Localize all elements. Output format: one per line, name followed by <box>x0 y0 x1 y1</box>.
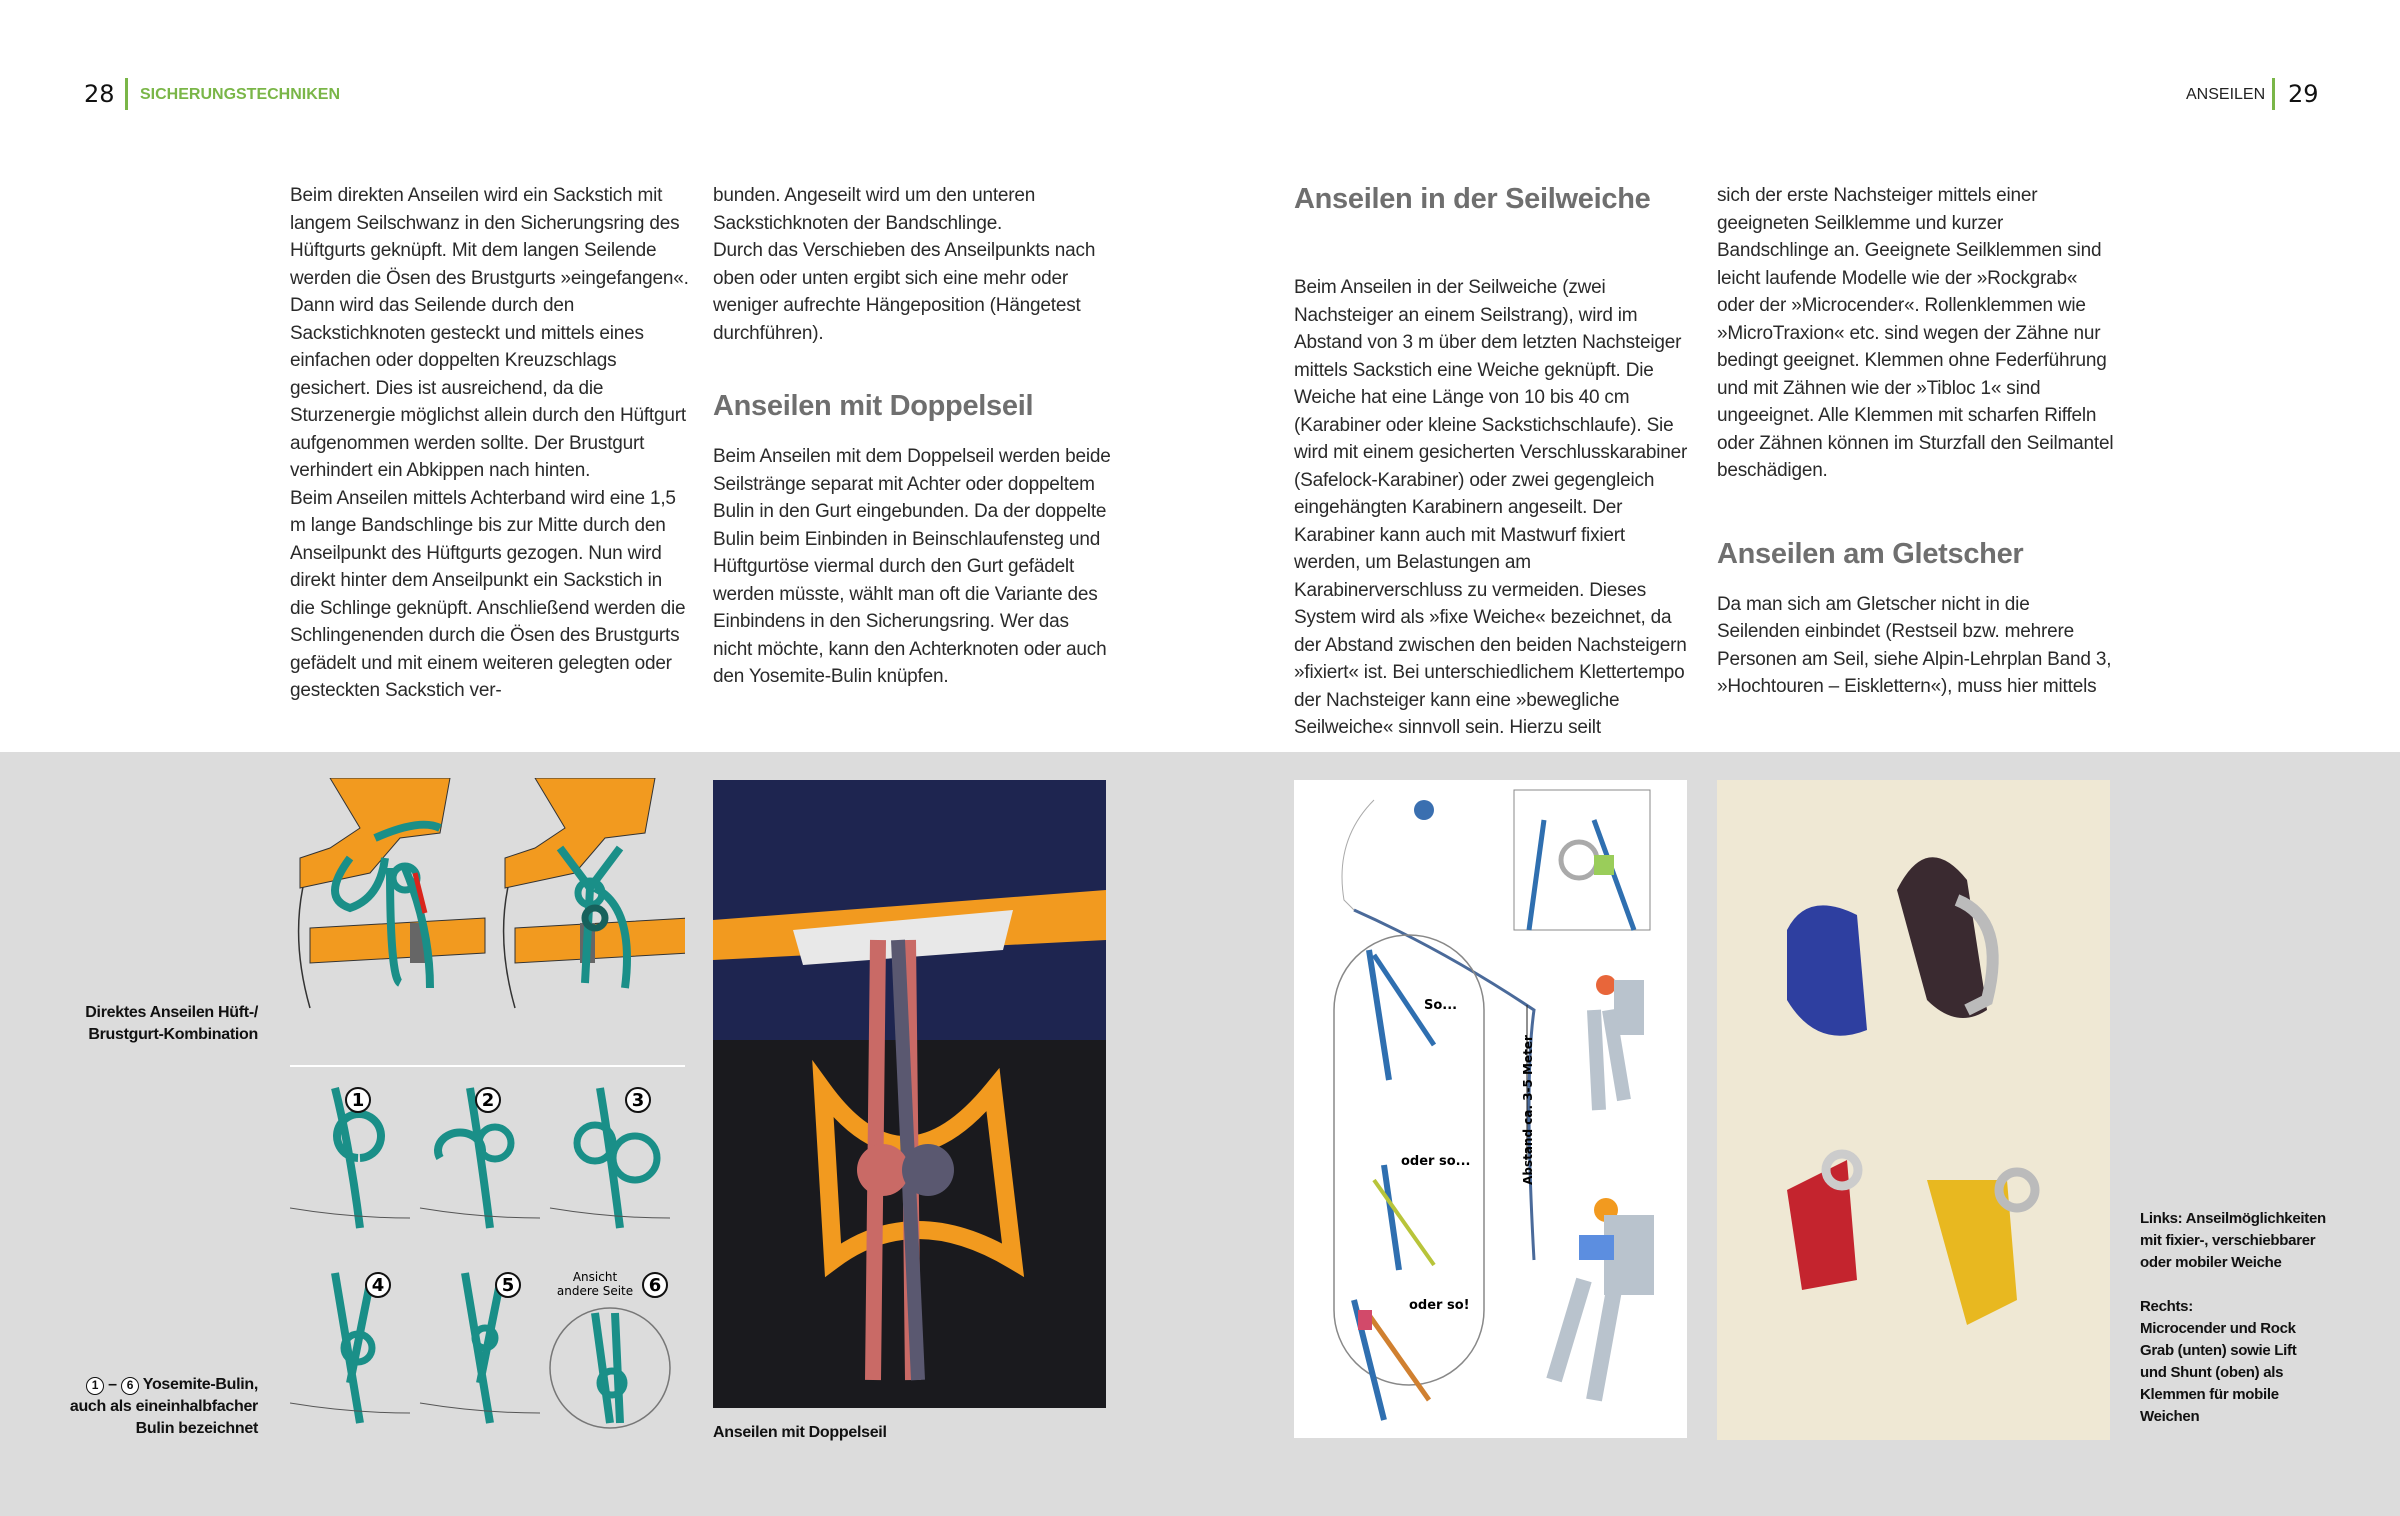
svg-text:So...: So... <box>1424 998 1458 1013</box>
text-column-1 <box>290 182 690 705</box>
paragraph: sich der erste Nachsteiger mittels einer geeigneten Seilklemme und kurzer Bandschlinge an. Geeignete Seilklemmen sind leicht laufende Modelle wie der »Rockgrab« oder der »Microcender«. Rollenklemmen wie »MicroTraxion« etc. sind wegen der Zähne nur bedingt geeignet. Klemmen ohne Federführung und mit Zähnen wie der »Tibloc 1« sind ungeeignet. Alle Klemmen mit scharfen Riffeln oder Zähnen können im Sturzfall den Seilmantel beschädigen. <box>1717 185 2114 481</box>
paragraph: Durch das Verschieben des Anseilpunkts nach oben oder unten ergibt sich eine mehr oder weniger aufrechte Hängeposition (Hängetest durchführen). <box>713 240 1096 344</box>
photo-rope-clamps <box>1717 780 2110 1440</box>
running-head-right: ANSEILEN <box>2186 86 2266 103</box>
svg-text:4: 4 <box>371 1275 385 1296</box>
svg-text:oder so...: oder so... <box>1401 1154 1471 1169</box>
knot-illustrations <box>290 778 685 1443</box>
section-heading: Anseilen am Gletscher <box>1717 537 2024 570</box>
caption-photo: Anseilen mit Doppelseil <box>713 1424 887 1441</box>
text-column-4 <box>1717 182 2117 701</box>
paragraph: bunden. Angeseilt wird um den unteren Sackstichknoten der Bandschlinge. <box>713 185 1036 234</box>
running-head-left: SICHERUNGSTECHNIKEN <box>140 86 341 103</box>
knot-step-6 <box>550 1270 670 1428</box>
text-column-3 <box>1294 182 1694 742</box>
svg-text:3: 3 <box>631 1090 645 1111</box>
step-number-badge: 6 <box>121 1377 139 1395</box>
paragraph: Beim Anseilen mit dem Doppelseil werden beide Seilstränge separat mit Achter oder doppeltem Bulin in den Gurt eingebunden. Da der doppelte Bulin beim Einbinden in Beinschlaufensteg und Hüftgurtöse viermal durch den Gurt gefädelt werden müsste, wählt man oft die Variante des Einbindens in den Sicherungsring. Wer das nicht möchte, kann den Achterknoten oder auch den Yosemite-Bulin knüpfen. <box>713 446 1111 687</box>
photo-double-rope <box>713 780 1106 1408</box>
svg-text:oder so!: oder so! <box>1409 1298 1470 1313</box>
svg-text:2: 2 <box>481 1090 495 1111</box>
text-column-2 <box>713 182 1113 691</box>
caption-harness: Direktes Anseilen Hüft-/ Brustgurt-Kombination <box>85 1004 258 1043</box>
paragraph: Beim direkten Anseilen wird ein Sackstich mit langem Seilschwanz in den Sicherungsring des Hüftgurts geknüpft. Mit dem langen Seilende werden die Ösen des Brustgurts »eingefangen«. Dann wird das Seilende durch den Sackstichknoten gesteckt und mittels eines einfachen oder doppelten Kreuzschlags gesichert. Dies ist ausreichend, da die Sturzenergie möglichst allein durch den Hüftgurt aufgenommen werden sollte. Der Brustgurt verhindert ein Abkippen nach hinten. <box>290 185 689 481</box>
device-lift <box>1787 905 1867 1035</box>
header-divider-right <box>2272 78 2275 110</box>
svg-text:1: 1 <box>351 1090 365 1111</box>
knot-step-2 <box>420 1088 540 1228</box>
knot-steps <box>290 1088 670 1428</box>
svg-text:Abstand ca. 3-5 Meter: Abstand ca. 3-5 Meter <box>1521 1035 1535 1185</box>
step-number-badge: 1 <box>86 1377 104 1395</box>
detail-inset <box>1514 790 1650 930</box>
harness-illustration-1 <box>299 778 485 1008</box>
knot-step-4 <box>290 1273 410 1423</box>
paragraph: Da man sich am Gletscher nicht in die Seilenden einbindet (Restseil bzw. mehrere Personen am Seil, siehe Alpin-Lehrplan Band 3, »Hochtouren – Eisklettern«), muss hier mittels <box>1717 593 2112 697</box>
caption-right: Links: Anseilmöglichkeiten mit fixier-, verschiebbarer oder mobiler Weiche Rechts: Microcender und Rock Grab (unten) sowie Lift und Shunt (oben) als Klemmen für mobile Weichen <box>2140 1210 2326 1425</box>
harness-illustration-2 <box>504 778 685 1008</box>
knot-step-3 <box>550 1088 670 1228</box>
caption-bulin: 1 – 6 Yosemite-Bulin, auch als eineinhalbfacher Bulin bezeichnet <box>69 1376 258 1437</box>
svg-text:andere Seite: andere Seite <box>556 1284 634 1298</box>
svg-text:Ansicht: Ansicht <box>572 1270 618 1284</box>
svg-text:5: 5 <box>501 1275 515 1296</box>
header-divider-left <box>125 78 128 110</box>
illustration-seilweiche <box>1294 780 1687 1438</box>
paragraph: Beim Anseilen in der Seilweiche (zwei Nachsteiger an einem Seilstrang), wird im Abstand von 3 m über dem letzten Nachsteiger mittels Sackstich eine Weiche geknüpft. Die Weiche hat eine Länge von 10 bis 40 cm (Karabiner oder kleine Sackstichschlaufe). Sie wird mit einem gesicherten Verschlusskarabiner (Safelock-Karabiner) oder zwei gegengleich eingehängten Karabinern angeseilt. Der Karabiner kann auch mit Mastwurf fixiert werden, um Belastungen am Karabinerverschluss zu vermeiden. Dieses System wird als »fixe Weiche« bezeichnet, da der Abstand zwischen den beiden Nachsteigern »fixiert« ist. Bei unterschiedlichem Klettertempo der Nachsteiger kann eine »bewegliche Seilweiche« sinnvoll sein. Hierzu seilt <box>1294 277 1688 738</box>
section-heading: Anseilen mit Doppelseil <box>713 390 1034 422</box>
knot-step-5 <box>420 1273 540 1423</box>
section-heading: Anseilen in der Seilweiche <box>1294 183 1651 215</box>
knot-step-1 <box>290 1088 410 1228</box>
svg-text:6: 6 <box>648 1275 662 1296</box>
page-number-right: 29 <box>2288 80 2319 108</box>
page-number-left: 28 <box>84 80 115 108</box>
paragraph: Beim Anseilen mittels Achterband wird eine 1,5 m lange Bandschlinge bis zur Mitte durch den Anseilpunkt des Hüftgurts gezogen. Nun wird direkt hinter dem Anseilpunkt ein Sackstich in die Schlinge geknüpft. Anschließend werden die Schlingenenden durch die Ösen des Brustgurts gefädelt und mit einem weiteren gelegten oder gesteckten Sackstich ver- <box>290 487 686 701</box>
